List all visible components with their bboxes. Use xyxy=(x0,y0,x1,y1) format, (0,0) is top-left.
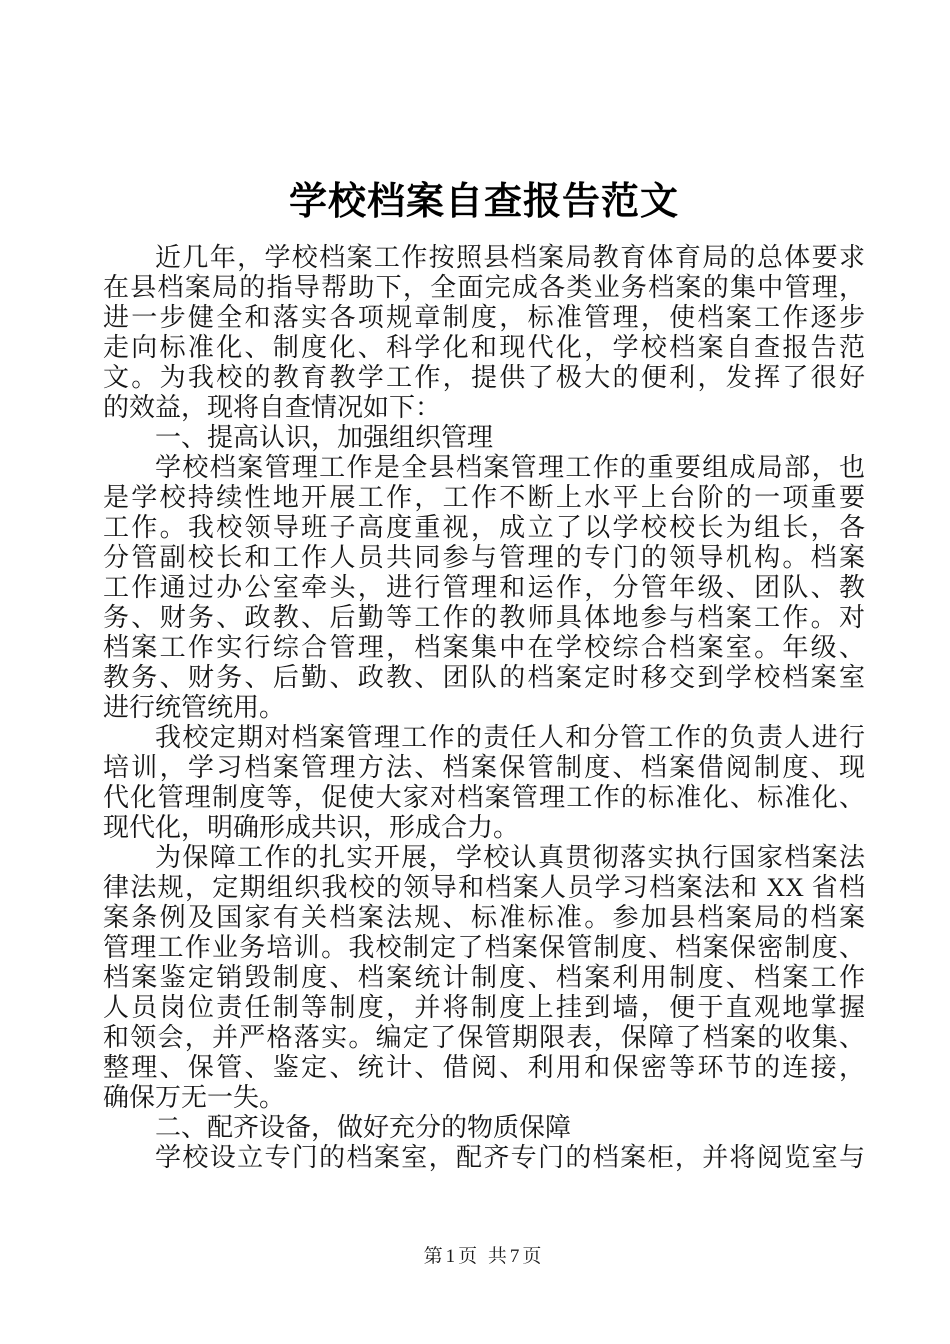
text-line: 培训，学习档案管理方法、档案保管制度、档案借阅制度、现 xyxy=(103,753,865,782)
text-line: 近几年，学校档案工作按照县档案局教育体育局的总体要求 xyxy=(155,243,865,272)
text-line: 教务、财务、后勤、政教、团队的档案定时移交到学校档案室 xyxy=(103,663,865,692)
text-line: 工作。我校领导班子高度重视，成立了以学校校长为组长，各 xyxy=(103,513,865,542)
text-line: 律法规，定期组织我校的领导和档案人员学习档案法和 XX 省档 xyxy=(103,873,865,902)
text-line: 和领会，并严格落实。编定了保管期限表，保障了档案的收集、 xyxy=(103,1023,865,1052)
text-line: 工作通过办公室牵头，进行管理和运作，分管年级、团队、教 xyxy=(103,573,865,602)
text-line: 代化管理制度等，促使大家对档案管理工作的标准化、标准化、 xyxy=(103,783,865,812)
text-line: 走向标准化、制度化、科学化和现代化，学校档案自查报告范 xyxy=(103,333,865,362)
text-line: 档案鉴定销毁制度、档案统计制度、档案利用制度、档案工作 xyxy=(103,963,865,992)
text-line: 确保万无一失。 xyxy=(103,1083,286,1112)
text-line: 现代化，明确形成共识，形成合力。 xyxy=(103,813,520,842)
text-line: 为保障工作的扎实开展，学校认真贯彻落实执行国家档案法 xyxy=(155,843,865,872)
text-line: 的效益，现将自查情况如下： xyxy=(103,393,442,422)
text-line: 分管副校长和工作人员共同参与管理的专门的领导机构。档案 xyxy=(103,543,865,572)
text-line: 二、配齐设备，做好充分的物质保障 xyxy=(155,1113,572,1142)
text-line: 管理工作业务培训。我校制定了档案保管制度、档案保密制度、 xyxy=(103,933,865,962)
text-line: 务、财务、政教、后勤等工作的教师具体地参与档案工作。对 xyxy=(103,603,865,632)
text-line: 整理、保管、鉴定、统计、借阅、利用和保密等环节的连接， xyxy=(103,1053,865,1082)
text-line: 我校定期对档案管理工作的责任人和分管工作的负责人进行 xyxy=(155,723,865,752)
text-line: 档案工作实行综合管理，档案集中在学校综合档案室。年级、 xyxy=(103,633,865,662)
text-line: 一、提高认识，加强组织管理 xyxy=(155,423,494,452)
text-line: 在县档案局的指导帮助下，全面完成各类业务档案的集中管理， xyxy=(103,273,865,302)
text-line: 案条例及国家有关档案法规、标准标准。参加县档案局的档案 xyxy=(103,903,865,932)
text-line: 进一步健全和落实各项规章制度，标准管理，使档案工作逐步 xyxy=(103,303,865,332)
text-line: 学校设立专门的档案室，配齐专门的档案柜，并将阅览室与 xyxy=(155,1143,865,1172)
document-title: 学校档案自查报告范文 xyxy=(288,181,679,223)
text-line: 进行统管统用。 xyxy=(103,693,286,722)
text-line: 学校档案管理工作是全县档案管理工作的重要组成局部，也 xyxy=(155,453,865,482)
text-line: 人员岗位责任制等制度，并将制度上挂到墙，便于直观地掌握 xyxy=(103,993,865,1022)
document-body xyxy=(103,243,865,1173)
text-line: 文。为我校的教育教学工作，提供了极大的便利，发挥了很好 xyxy=(103,363,865,392)
text-line: 是学校持续性地开展工作，工作不断上水平上台阶的一项重要 xyxy=(103,483,865,512)
page-number-footer: 第1页 共7页 xyxy=(423,1246,545,1267)
